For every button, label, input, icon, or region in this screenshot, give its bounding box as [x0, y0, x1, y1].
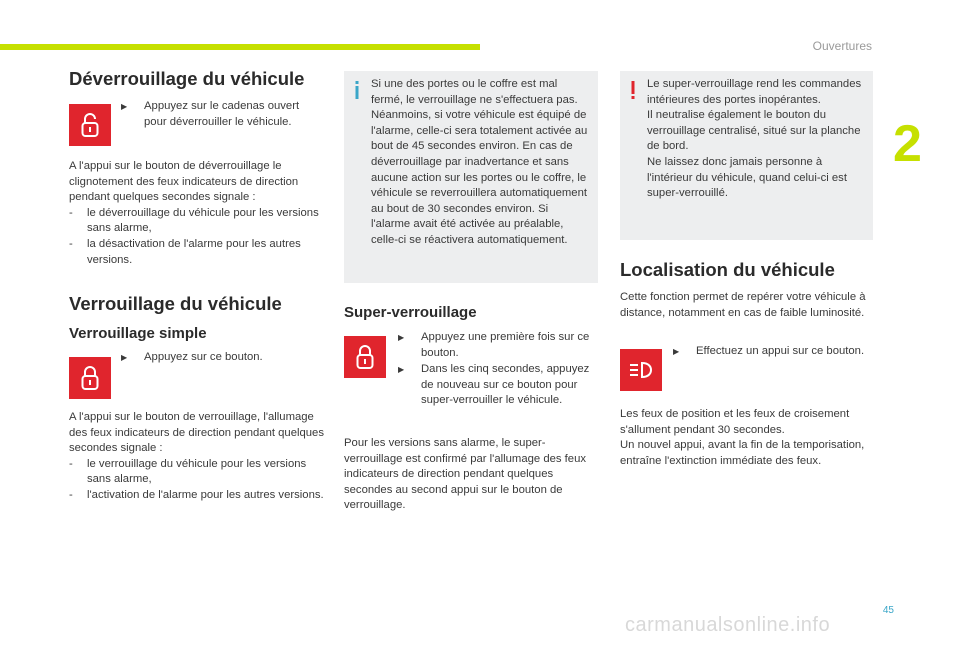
- section-title: Ouvertures: [812, 39, 872, 53]
- simple-lock-subheading: Verrouillage simple: [69, 325, 207, 342]
- padlock-closed-icon: [75, 363, 105, 393]
- super-lock-text: Pour les versions sans alarme, le super-verrouillage est confirmé par l'allumage des feux indicateurs de direction pendant quelques secondes au second appui sur le bouton de verrouillage.: [344, 437, 587, 512]
- lock-step: ▶ Appuyez sur ce bouton.: [121, 350, 316, 366]
- headlight-icon: [626, 355, 656, 385]
- lock-button-icon-box: [69, 357, 111, 399]
- page-number: 45: [882, 605, 894, 616]
- info-text: Si une des portes ou le coffre est mal fermé, le verrouillage ne s'effectuera pas. Néanmoins, si votre véhicule est équipé de l'alarme, celle-ci sera totalement activée au bout de 45 secondes environ. En cas de déverrouillage par inadvertance et sans aucune action sur les portes ou le coffre, le véhicule se reverrouillera automatiquement au bout de 30 secondes environ. Si l'alarme avait été activée au préalable, celle-ci se réactivera automatiquement.: [371, 78, 588, 246]
- locate-button-icon-box: [620, 349, 662, 391]
- arrow-square-icon: ▶: [121, 102, 128, 111]
- chapter-number: 2: [893, 115, 922, 173]
- watermark: carmanualsonline.info: [625, 614, 831, 636]
- warning-line: Le super-verrouillage rend les commandes intérieures des portes inopérantes.: [647, 78, 862, 106]
- info-icon: [352, 81, 362, 99]
- locate-step: ▶ Effectuez un appui sur ce bouton.: [673, 344, 868, 360]
- arrow-square-icon: ▶: [121, 353, 128, 362]
- unlock-heading: Déverrouillage du véhicule: [69, 68, 305, 89]
- padlock-open-icon: [75, 110, 105, 140]
- info-box: [344, 71, 598, 283]
- warning-line: Ne laissez donc jamais personne à l'intérieur du véhicule, quand celui-ci est super-verrouillé.: [647, 155, 847, 200]
- warning-box: [620, 71, 873, 240]
- unlock-description: [69, 159, 321, 268]
- list-item: - l'activation de l'alarme pour les autres versions.: [69, 488, 324, 504]
- locate-line: Les feux de position et les feux de croisement s'allument pendant 30 secondes.: [620, 408, 850, 436]
- lock-description: [69, 410, 324, 504]
- lock-heading: Verrouillage du véhicule: [69, 293, 282, 314]
- unlock-step: ▶ Appuyez sur le cadenas ouvert pour déverrouiller le véhicule.: [121, 100, 300, 128]
- super-lock-step-2: ▶ Dans les cinq secondes, appuyez de nouveau sur ce bouton pour super-verrouiller le véhicule.: [398, 363, 590, 407]
- arrow-square-icon: ▶: [398, 365, 405, 374]
- warning-line: Il neutralise également le bouton du verrouillage centralisé, situé sur la planche de bord.: [647, 109, 861, 153]
- arrow-square-icon: ▶: [673, 347, 680, 356]
- locate-heading: Localisation du véhicule: [620, 259, 835, 280]
- lock-list: [69, 457, 324, 504]
- list-item: - la désactivation de l'alarme pour les autres versions.: [69, 237, 321, 268]
- lock-intro: A l'appui sur le bouton de verrouillage, l'allumage des feux indicateurs de direction pendant quelques secondes signale :: [69, 411, 324, 455]
- header-accent-bar: [0, 44, 480, 50]
- list-item: - le verrouillage du véhicule pour les versions sans alarme,: [69, 457, 324, 488]
- super-lock-heading: Super-verrouillage: [344, 304, 477, 321]
- super-lock-step-1: ▶ Appuyez une première fois sur ce bouton.: [398, 331, 590, 359]
- exclamation-icon: [628, 81, 638, 99]
- unlock-list: [69, 206, 321, 268]
- super-lock-button-icon-box: [344, 336, 386, 378]
- unlock-intro: A l'appui sur le bouton de déverrouillage le clignotement des feux indicateurs de direction pendant quelques secondes signale :: [69, 160, 299, 204]
- warning-text: [620, 71, 873, 202]
- unlock-button-icon-box: [69, 104, 111, 146]
- locate-line: Un nouvel appui, avant la fin de la temporisation, entraîne l'extinction immédiate des feux.: [620, 439, 865, 467]
- list-item: - le déverrouillage du véhicule pour les versions sans alarme,: [69, 206, 321, 237]
- padlock-closed-icon: [350, 342, 380, 372]
- arrow-square-icon: ▶: [398, 333, 405, 342]
- locate-intro: Cette fonction permet de repérer votre véhicule à distance, notamment en cas de faible luminosité.: [620, 291, 866, 319]
- locate-description: [620, 407, 872, 469]
